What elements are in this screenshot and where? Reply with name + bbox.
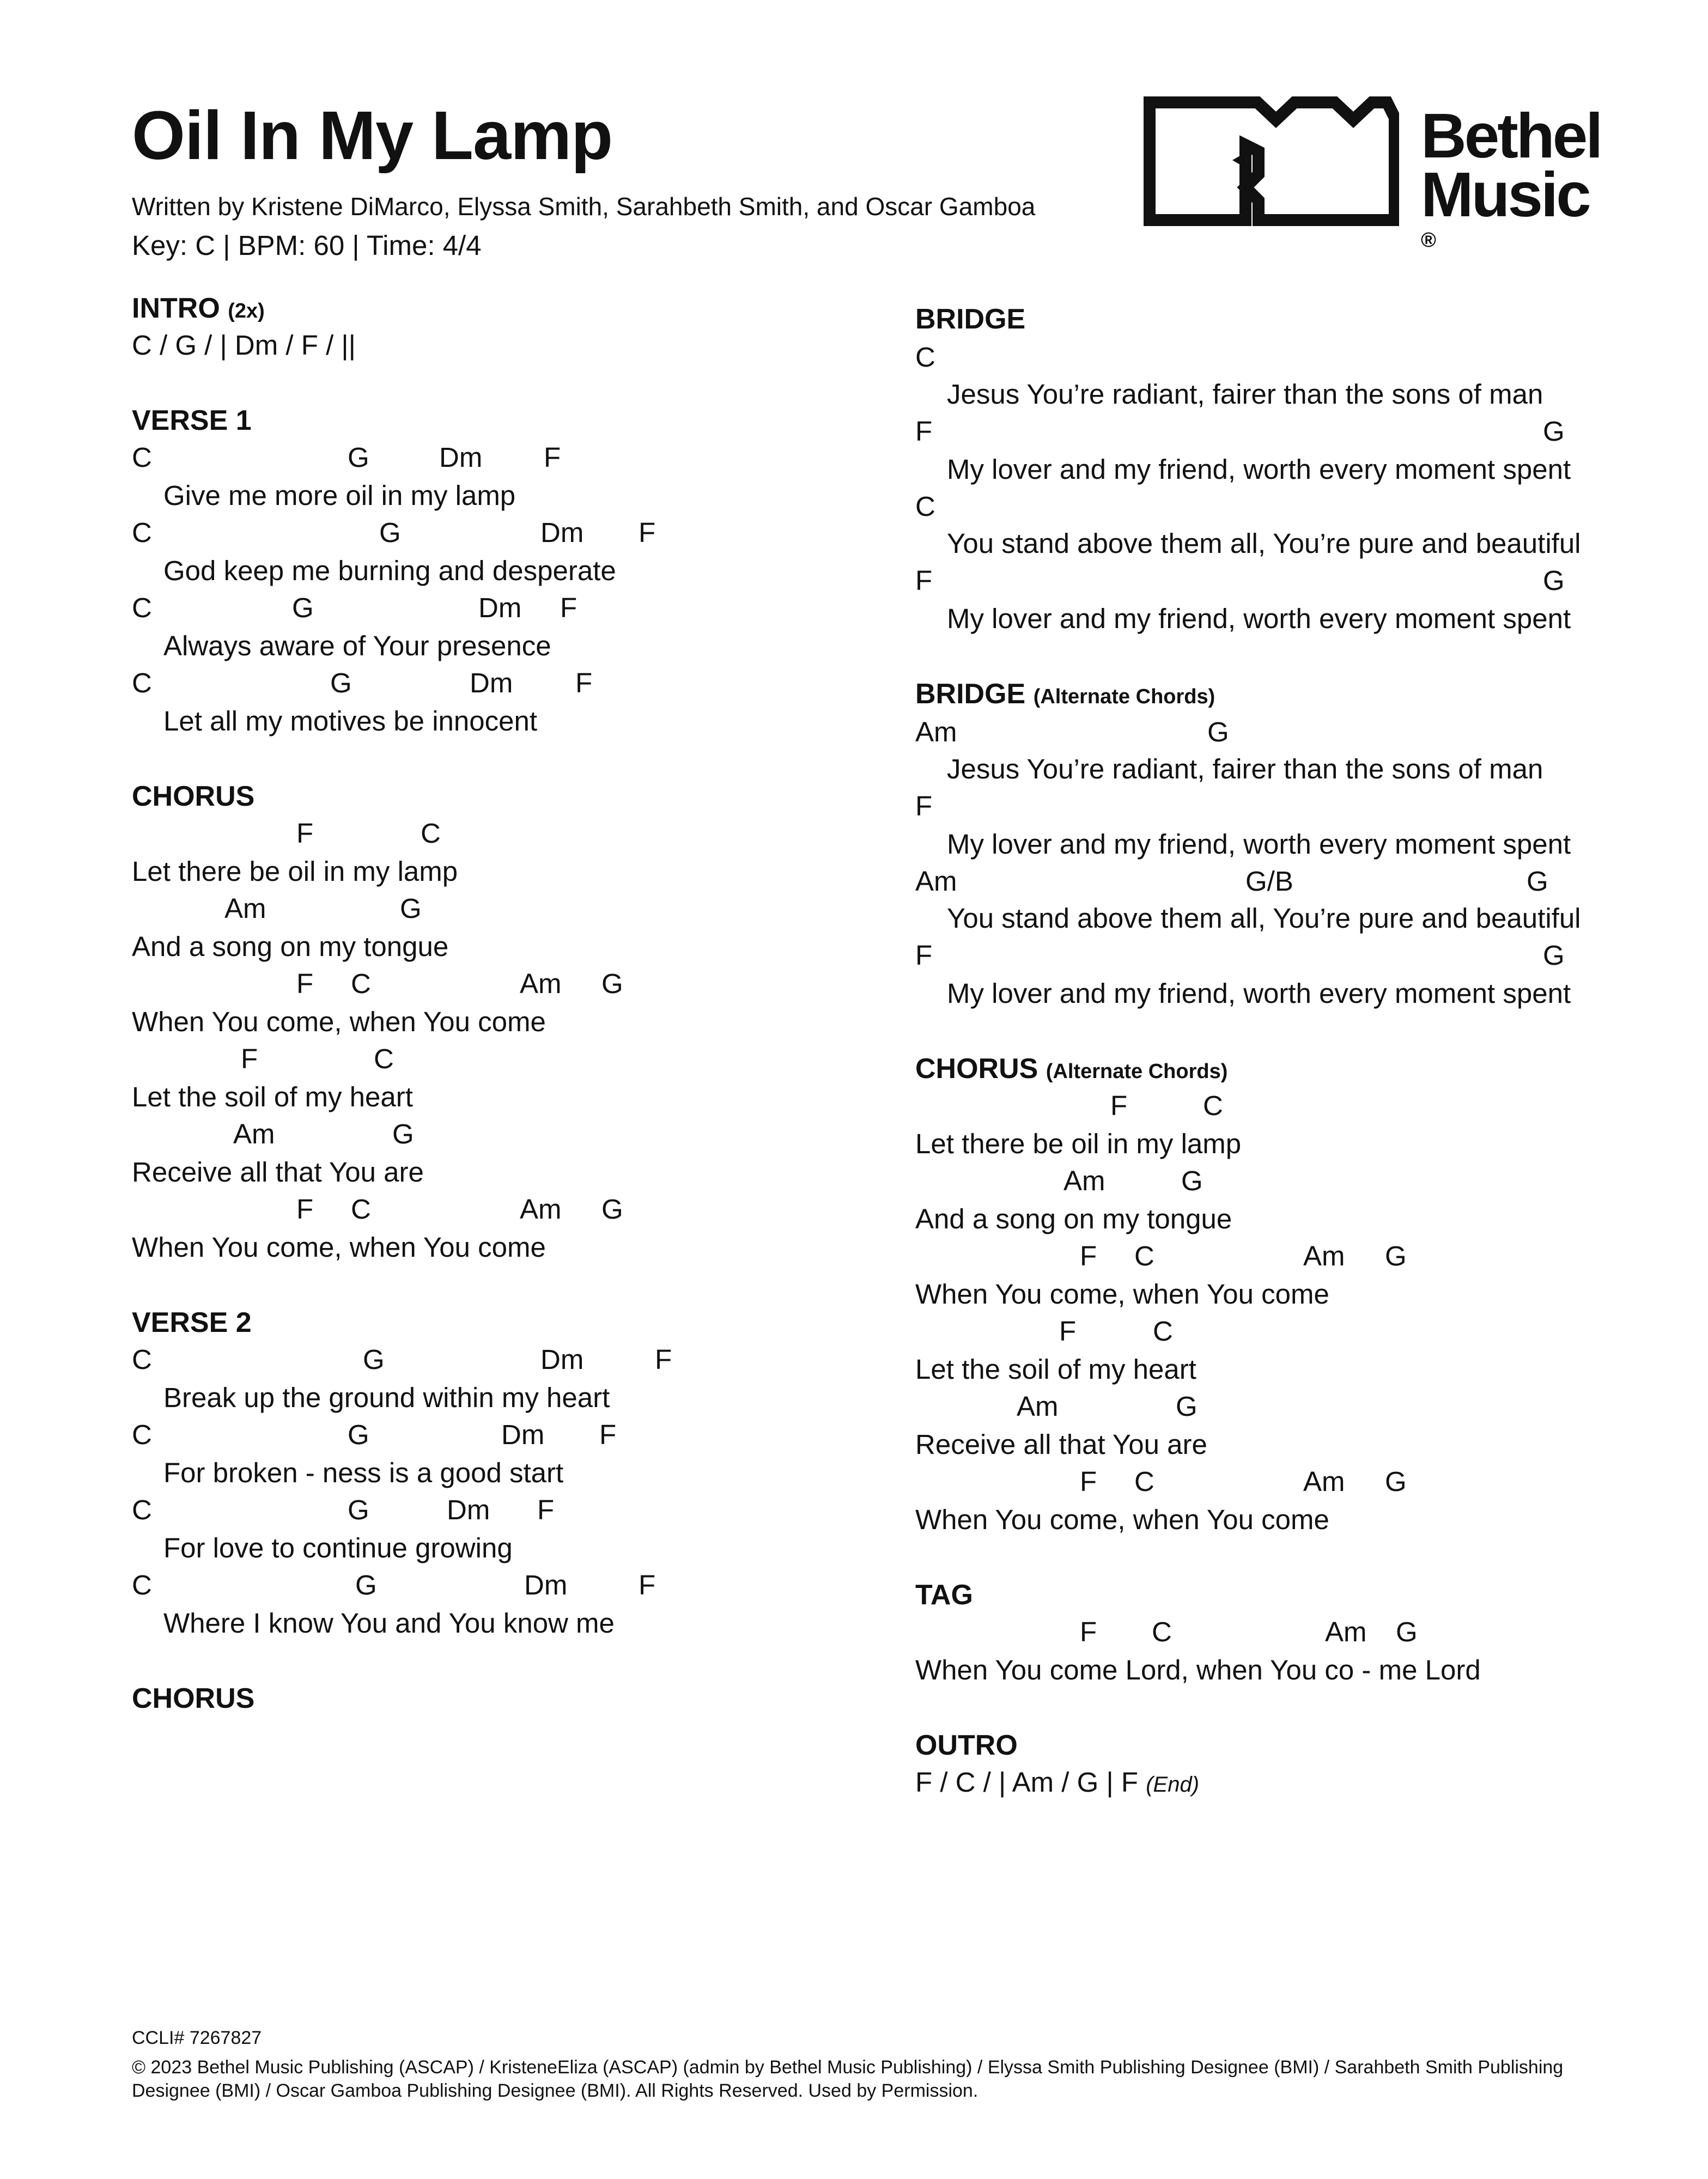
- chord: F: [1080, 1616, 1097, 1647]
- chord: F: [241, 1043, 258, 1074]
- chord-row: [132, 443, 895, 476]
- song-meta: Key: C | BPM: 60 | Time: 4/4: [132, 230, 482, 261]
- bethel-logo-wordmark: [1421, 100, 1601, 252]
- chord: G: [1543, 565, 1565, 596]
- lyric-line: Give me more oil in my lamp: [163, 480, 516, 511]
- chord: G: [1385, 1240, 1407, 1271]
- chord: Am: [915, 716, 957, 747]
- chord: C: [132, 667, 152, 698]
- chord-row: [915, 343, 1678, 376]
- chord: Dm: [447, 1494, 490, 1525]
- chord-row: [132, 1346, 895, 1378]
- section-title-chorus-repeat: CHORUS: [132, 1683, 255, 1714]
- chord: Dm: [501, 1419, 545, 1450]
- chord: F: [1080, 1466, 1097, 1497]
- lyric-line: God keep me burning and desperate: [163, 555, 616, 586]
- lyric-line: For love to continue growing: [163, 1532, 513, 1563]
- chord: F: [1059, 1316, 1077, 1347]
- lyric-line: My lover and my friend, worth every moment spent: [947, 603, 1571, 634]
- section-title-tag: TAG: [915, 1579, 973, 1611]
- section-title-verse-1: VERSE 1: [132, 405, 252, 436]
- chord: G: [601, 1194, 623, 1225]
- chord: G: [348, 1494, 369, 1525]
- chord-row: [132, 819, 895, 852]
- chord: Am: [1063, 1165, 1105, 1196]
- lyric-line: Let the soil of my heart: [915, 1354, 1196, 1385]
- chord-row: [915, 417, 1678, 450]
- chord: C: [915, 342, 935, 373]
- lyric-line: My lover and my friend, worth every moment spent: [947, 454, 1571, 485]
- chord: C: [1134, 1466, 1154, 1497]
- lyric-line: Jesus You’re radiant, fairer than the sons of man: [947, 753, 1543, 784]
- lyric-line: When You come, when You come: [132, 1006, 546, 1037]
- chord: Am: [520, 968, 562, 999]
- logo-line-1: Bethel: [1421, 100, 1601, 171]
- chord: Am: [1303, 1466, 1345, 1497]
- chord: C: [351, 1194, 371, 1225]
- chord: G: [392, 1118, 414, 1149]
- chord-row: [915, 492, 1678, 525]
- chord: F: [639, 517, 656, 548]
- chord-row: [915, 567, 1678, 599]
- chord: Am: [915, 866, 957, 897]
- chord-row: [132, 1571, 895, 1604]
- chord: G: [1527, 866, 1548, 897]
- lyric-line: You stand above them all, You’re pure and beautiful: [947, 528, 1581, 559]
- section-title-intro: INTRO (2x): [132, 293, 265, 324]
- chord: G: [1207, 716, 1229, 747]
- section-title-chorus: CHORUS: [132, 781, 255, 812]
- registered-mark: ®: [1421, 228, 1436, 252]
- chord: G: [601, 968, 623, 999]
- chord: G: [363, 1344, 385, 1375]
- chord-row: [132, 1120, 895, 1153]
- chord: Am: [520, 1194, 562, 1225]
- chord: F: [639, 1569, 656, 1600]
- chord: F: [915, 940, 933, 971]
- chord: G: [1181, 1165, 1203, 1196]
- chord-row: [132, 1045, 895, 1078]
- chord: F: [1110, 1090, 1128, 1121]
- chord: C: [915, 491, 935, 522]
- lyric-line: Always aware of Your presence: [163, 630, 551, 661]
- outro-progression: F / C / | Am / G | F (End): [915, 1767, 1200, 1798]
- lyric-line: When You come Lord, when You co - me Lord: [915, 1654, 1481, 1685]
- logo-line-2: Music: [1421, 159, 1589, 230]
- chord-row: [915, 1167, 1678, 1200]
- chord: F: [296, 818, 314, 849]
- section-title-verse-2: VERSE 2: [132, 1307, 252, 1338]
- chord: Dm: [470, 667, 513, 698]
- chord: F: [599, 1419, 617, 1450]
- lyric-line: Let the soil of my heart: [132, 1081, 413, 1112]
- chord: F: [537, 1494, 555, 1525]
- lyric-line: Where I know You and You know me: [163, 1608, 615, 1639]
- lyric-line: Let all my motives be innocent: [163, 705, 538, 737]
- chord: C: [132, 1419, 152, 1450]
- section-title-chorus-alternate: CHORUS (Alternate Chords): [915, 1053, 1228, 1085]
- lyric-line: Jesus You’re radiant, fairer than the sons of man: [947, 379, 1543, 410]
- lyric-line: You stand above them all, You’re pure and beautiful: [947, 903, 1581, 934]
- chord-row: [915, 941, 1678, 974]
- chord: Am: [224, 893, 266, 924]
- lyric-line: Receive all that You are: [132, 1157, 424, 1188]
- song-title: Oil In My Lamp: [132, 97, 613, 174]
- chord-row: [915, 1392, 1678, 1425]
- chord: Dm: [478, 592, 522, 623]
- chord: Am: [1303, 1240, 1345, 1271]
- chord: Am: [233, 1118, 275, 1149]
- chord: F: [296, 1194, 314, 1225]
- chord: F: [915, 565, 933, 596]
- chord: F: [915, 416, 933, 447]
- chord-row: [132, 594, 895, 626]
- lyric-line: Let there be oil in my lamp: [915, 1128, 1242, 1159]
- chord-row: [915, 1242, 1678, 1275]
- chord: G: [292, 592, 314, 623]
- chord: C: [1134, 1240, 1154, 1271]
- chord: Dm: [524, 1569, 568, 1600]
- chord: G: [400, 893, 422, 924]
- chord: C: [421, 818, 441, 849]
- chord: G: [330, 667, 352, 698]
- lyric-line: When You come, when You come: [915, 1279, 1329, 1310]
- chord: C: [132, 442, 152, 473]
- chord: G: [1396, 1616, 1418, 1647]
- chord: C: [132, 517, 152, 548]
- lyric-line: When You come, when You come: [915, 1504, 1329, 1535]
- chord: C: [132, 592, 152, 623]
- chord-row: [132, 1496, 895, 1529]
- lyric-line: For broken - ness is a good start: [163, 1457, 564, 1488]
- section-title-bridge-alternate: BRIDGE (Alternate Chords): [915, 678, 1215, 710]
- chord-row: [132, 1421, 895, 1453]
- chord: C: [1203, 1090, 1223, 1121]
- chord-row: [132, 970, 895, 1002]
- chord: G/B: [1245, 866, 1293, 897]
- chord: C: [132, 1494, 152, 1525]
- chord-row: [915, 1618, 1678, 1651]
- bethel-music-logo: [1143, 96, 1601, 252]
- chord: F: [915, 790, 933, 821]
- bethel-logo-mark-icon: [1143, 96, 1399, 227]
- chord-row: [915, 792, 1678, 825]
- chord: G: [379, 517, 401, 548]
- copyright-notice: © 2023 Bethel Music Publishing (ASCAP) / KristeneEliza (ASCAP) (admin by Bethel Music Publishing) / Elyssa Smith Publishing Designee (BMI) / Sarahbeth Smith Publishing Designee (BMI) / Oscar Gamboa Publishing Designee (BMI). All Rights Reserved. Used by Permission.: [132, 2057, 1564, 2101]
- chord: C: [132, 1344, 152, 1375]
- chord: Am: [1325, 1616, 1367, 1647]
- section-title-bridge: BRIDGE: [915, 303, 1026, 335]
- chord: C: [351, 968, 371, 999]
- lyric-line: And a song on my tongue: [915, 1203, 1232, 1234]
- lyric-line: When You come, when You come: [132, 1232, 546, 1263]
- chord-row: [915, 1092, 1678, 1124]
- chord: G: [1385, 1466, 1407, 1497]
- chord: Dm: [540, 517, 584, 548]
- chord-row: [915, 1468, 1678, 1500]
- chord: F: [655, 1344, 672, 1375]
- ccli-number: CCLI# 7267827: [132, 2028, 262, 2048]
- chord: Dm: [540, 1344, 584, 1375]
- chord: C: [374, 1043, 394, 1074]
- lyric-line: Let there be oil in my lamp: [132, 856, 458, 887]
- lyric-line: My lover and my friend, worth every moment spent: [947, 978, 1571, 1009]
- section-title-outro: OUTRO: [915, 1730, 1018, 1761]
- chord-row: [915, 1317, 1678, 1350]
- chord: G: [1176, 1391, 1198, 1422]
- chord-row: [132, 1195, 895, 1228]
- lyric-line: Receive all that You are: [915, 1429, 1207, 1460]
- end-note: (End): [1146, 1773, 1200, 1797]
- chord-row: [132, 519, 895, 551]
- chord: G: [1543, 940, 1565, 971]
- chord: G: [348, 442, 369, 473]
- chord: F: [575, 667, 593, 698]
- lyric-line: And a song on my tongue: [132, 931, 449, 962]
- chord: G: [355, 1569, 377, 1600]
- chord-row: [132, 669, 895, 702]
- chord: C: [1153, 1316, 1173, 1347]
- chord-row: [915, 718, 1678, 751]
- chord: F: [1080, 1240, 1097, 1271]
- lyric-line: My lover and my friend, worth every moment spent: [947, 829, 1571, 860]
- songwriters: Written by Kristene DiMarco, Elyssa Smith, Sarahbeth Smith, and Oscar Gamboa: [132, 192, 1036, 221]
- chord-row: [132, 894, 895, 927]
- lyric-line: Break up the ground within my heart: [163, 1382, 610, 1413]
- intro-progression: C / G / | Dm / F / ||: [132, 330, 356, 361]
- chord: F: [296, 968, 314, 999]
- chord: G: [1543, 416, 1565, 447]
- chord: Dm: [439, 442, 483, 473]
- chord: C: [1152, 1616, 1172, 1647]
- chord: C: [132, 1569, 152, 1600]
- chord-row: [915, 867, 1678, 900]
- chord: F: [560, 592, 578, 623]
- chord: F: [544, 442, 561, 473]
- chord: G: [348, 1419, 369, 1450]
- chord: Am: [1017, 1391, 1059, 1422]
